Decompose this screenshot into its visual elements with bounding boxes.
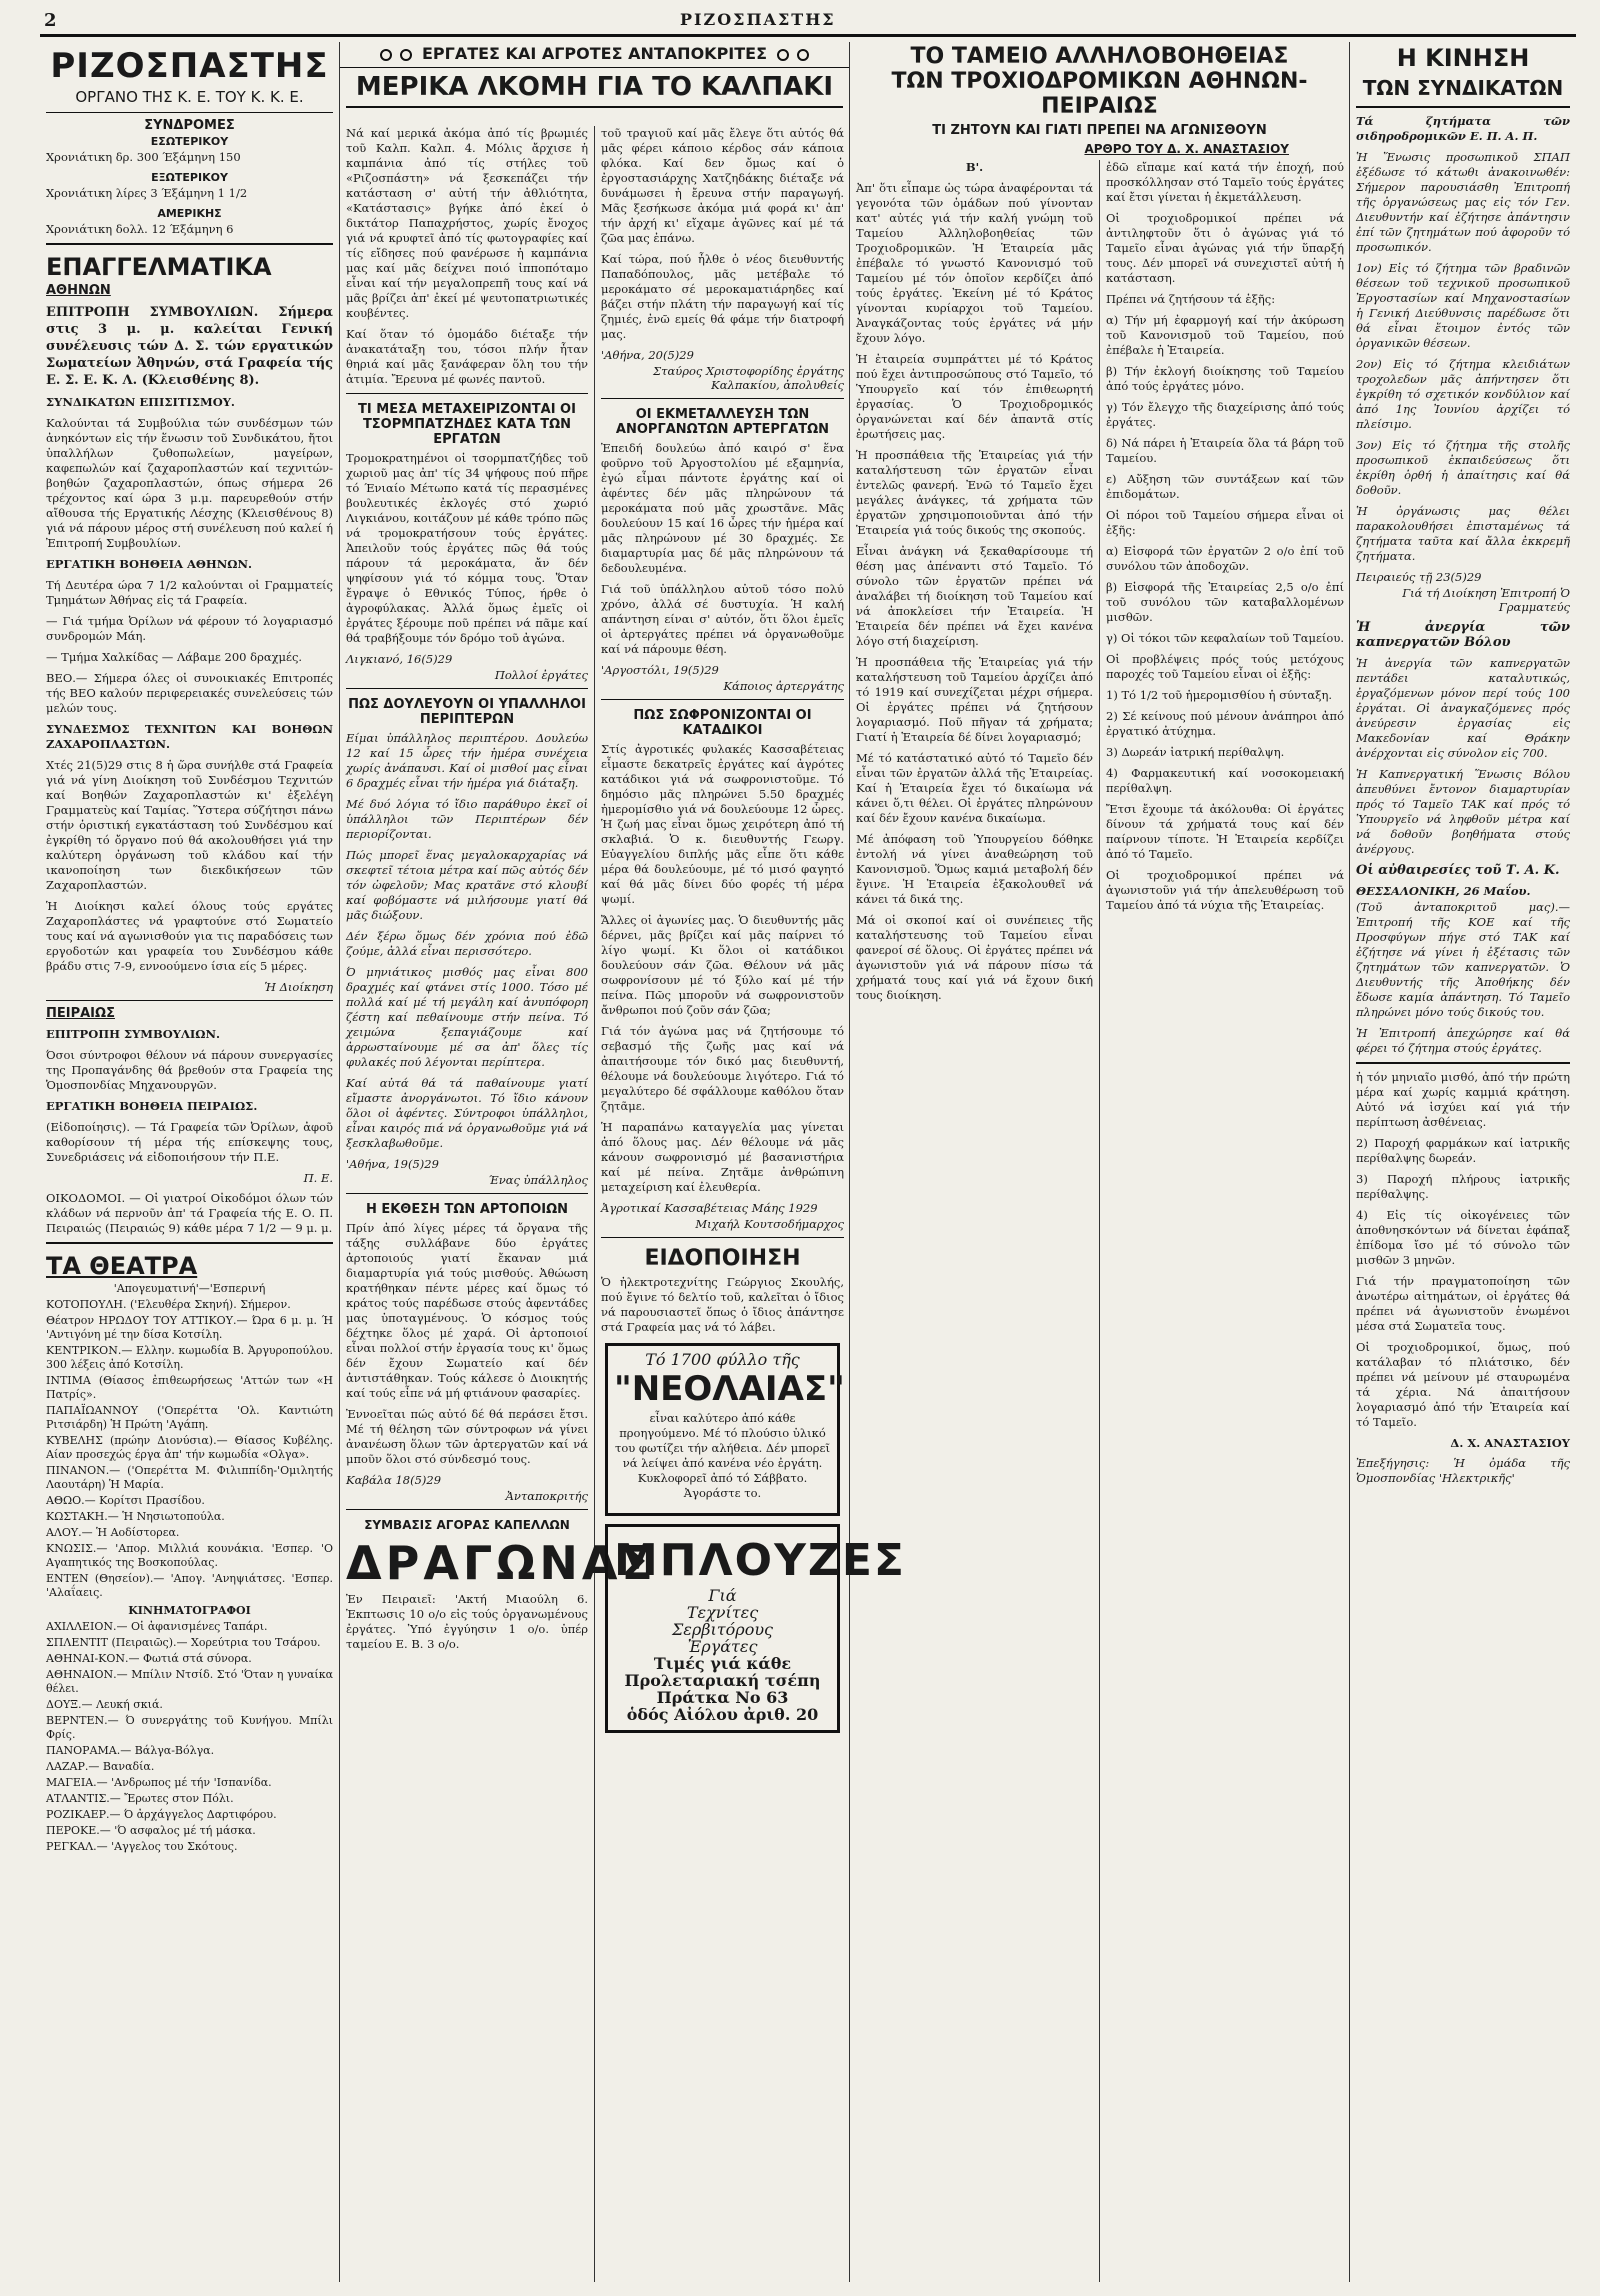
article-text: ἡ τόν μηνιαῖο μισθό, ἀπό τήν πρώτη μέρα καί χωρίς καμμιά κράτηση. Αὐτό νά ἰσχύει καί γιά τήν περίπτωση ἀσθένειας. xyxy=(1356,1070,1570,1129)
signature: Σταύρος Χριστοφορίδης ἐργάτης Καλπακίου, ἀπολυθείς xyxy=(652,364,844,392)
theatre-list xyxy=(46,1298,333,1600)
theatre-item: ΚΝΩΣΙΣ.— 'Απορ. Μιλλιά κουνάκια. 'Εσπερ. 'Ο Αγαπητικός της Βοσκοπούλας. xyxy=(46,1542,333,1569)
article-text: Μέ ἀπόφαση τοῦ Ὑπουργείου δόθηκε ἐντολή νά γίνει ἀναθεώρηση τοῦ Κανονισμοῦ. Ὅμως καμιά μεταβολή δέν ἔγινε. Ἡ Ἑταιρεία ἐξακολουθεῖ νά κάνει τά δικά της. xyxy=(856,832,1093,906)
ad-neolaia xyxy=(605,1343,845,1516)
article-text: Ἡ Ἐπιτροπή ἀπεχώρησε καί θά φέρει τό ζήτημα στούς ἐργάτες. xyxy=(1356,1026,1570,1055)
cinema-item: ΑΤΛΑΝΤΙΣ.— Ἔρωτες στον Πόλι. xyxy=(46,1792,234,1805)
divider xyxy=(46,1242,333,1244)
article-text: Τρομοκρατημένοι οἱ τσορμπατζήδες τοῦ χωριοῦ μας ἀπ' τίς 34 ψήφους πού πῆρε τό Ένιαίο Μέτωπο κατά τίς περασμένες βουλευτικές ἐκλογές στό χωριό Λιγκιάνου, κοιτάζουν μέ κάθε τρόπο πῶς νά τρομοκρατήσουν τούς ἐργάτες. Ἀπειλοῦν τούς ἐργάτες πῶς θά τούς πάρουν τά μεροκάματα, ἄν δέν ψηφίσουν γιά τό κόμμα τους. Ὅταν ἔγραψε ὁ Εθνικός Τύπος, ήρθε ὁ ἀγροφύλακας. Ἀλλά ὅμως ἐμεῖς οἱ ἐργάτες ξέρουμε ποῦ πρέπει νά πᾶμε καί θά τραβήξουμε τόν δρόμο τοῦ ἀγώνα. xyxy=(346,451,588,645)
article-text: 3) Παροχή πλήρους ἰατρικῆς περίθαλψης. xyxy=(1356,1172,1570,1201)
notice-text: — Τμήμα Χαλκίδας — Λάβαμε 200 δραχμές. xyxy=(46,650,303,664)
cinema-item: ΠΑΝΟΡΑΜΑ.— Βάλγα-Βόλγα. xyxy=(46,1744,215,1757)
article-text: 2) Παροχή φαρμάκων καί ἰατρικῆς περίθαλψης δωρεάν. xyxy=(1356,1136,1570,1165)
article-headline: ΤΩΝ ΤΡΟΧΙΟΔΡΟΜΙΚΩΝ ΑΘΗΝΩΝ-ΠΕΙΡΑΙΩΣ xyxy=(891,69,1308,119)
top-bar xyxy=(40,8,1576,37)
column-1 xyxy=(40,42,340,2282)
notice-text: (Εἰδοποίησις). — Τά Γραφεία τῶν Ὀρίλων, ἀφοῦ καθορίσουν τή μέρα τής επίσκεψης τους, Συνεδριάσεις νά εἰδοποιήσουν τήν Π.Ε. xyxy=(46,1120,333,1164)
notice-text: Τή Δευτέρα ώρα 7 1/2 καλούνται οἱ Γραμματείς Τμημάτων Ἀθήνας εἰς τά Γραφεία. xyxy=(46,578,333,607)
dateline: Ἀγροτικαί Κασσαβέτειας Μάης 1929 xyxy=(601,1201,818,1215)
article-text: Οἱ τροχιοδρομικοί, ὅμως, πού κατάλαβαν τό πλιάτσικο, δέν πρέπει νά μείνουν μέ σταυρωμένα τά χέρια. Νά ἀπαιτήσουν λογαριασμό ἀπό τήν Ἑταιρεία καί τό Ταμεῖο. xyxy=(1356,1340,1570,1429)
article-text: 3ον) Εἰς τό ζήτημα τῆς στολῆς προσωπικοῦ ἐκπαιδεύσεως ὅτι ἐκρίθη ὁρθή ἡ ἀπαίτησις καί θά δοθοῦν. xyxy=(1356,438,1570,497)
article-text: Πώς μπορεῖ ἕνας μεγαλοκαρχαρίας νά σκεφτεῖ τέτοια μέτρα καί πῶς αὐτός δέν τόν ὠφελοῦν; Μας κρατᾶνε στό κλουβί καί φοβόμαστε νά μιλήσουμε γιατί θά μᾶς διώξουν. xyxy=(346,848,588,922)
article-intro: Τά ζητήματα τῶν σιδηροδρομικῶν Ε. Π. Α. Π. xyxy=(1356,114,1570,143)
article-text: Καί αὐτά θά τά παθαίνουμε γιατί εἴμαστε ἀνοργάνωτοι. Τό ἴδιο κάνουν ὅλοι οἱ ἀφέντες. Σύντροφοι ὑπάλληλοι, εἶναι καιρός πιά νά ὀργανωθοῦμε γιά νά ξεσκλαβωθοῦμε. xyxy=(346,1076,588,1150)
article-text: Μά οἱ σκοποί καί οἱ συνέπειες τῆς καταλήστευσης τοῦ Ταμείου εἶναι φανεροί σέ ὅλους. Οἱ ἐργάτες πρέπει νά ἀγωνιστοῦν γιά νά πάρουν πίσω τά χρήματά τους καί γιά νά ἔχουν δική τους διοίκηση. xyxy=(856,913,1093,1002)
theatre-item: ΠΙΝΑΝΟΝ.— ('Οπερέττα Μ. Φιλιππίδη-'Ομιλητής Λαουτάρη) Ἡ Μαρία. xyxy=(46,1464,333,1491)
section-subtitle: ΑΘΗΝΩΝ xyxy=(46,283,111,298)
article-subheadline: ΤΙ ΖΗΤΟΥΝ ΚΑΙ ΓΙΑΤΙ ΠΡΕΠΕΙ ΝΑ ΑΓΩΝΙΣΘΟΥΝ xyxy=(932,123,1267,138)
divider xyxy=(601,699,844,700)
article-text: Ἄλλες οἱ ἀγωνίες μας. Ὁ διευθυντής μᾶς δέρνει, μᾶς βρίζει καί μᾶς παίρνει τό λίγο ψωμί. Κι ὅλοι οἱ κατάδικοι δουλεύουν σάν ζῶα. Θέλουν νά μᾶς σωφρονίσουν μέ τό ξύλο καί μέ τήν πείνα. Πῶς μποροῦν νά σωφρονιστοῦν ἄνθρωποι πού ζοῦν σάν ζῶα; xyxy=(601,913,844,1017)
divider xyxy=(46,243,333,245)
dateline: Πειραιεύς τῇ 23(5)29 xyxy=(1356,570,1482,584)
article-text: Οἱ προβλέψεις πρός τούς μετόχους παροχές τοῦ Ταμείου εἶναι οἱ ἑξῆς: xyxy=(1106,652,1344,681)
theatre-item: ΕΝΤΕΝ (Θησείον).— 'Απογ. 'Ανηψιάτσες. 'Εσπερ. 'Αλαΐαεις. xyxy=(46,1572,333,1599)
signature: Π. Ε. xyxy=(303,1171,333,1185)
cinema-item: ΜΑΓΕΙΑ.— 'Ανδρωπος μέ τήν 'Ισπανίδα. xyxy=(46,1776,272,1789)
article-text: 4) Φαρμακευτική καί νοσοκομειακή περίθαλψη. xyxy=(1106,766,1344,795)
article-headline: ΜΕΡΙΚΑ ΛΚΟΜΗ ΓΙΑ ΤΟ ΚΑΛΠΑΚΙ xyxy=(346,72,843,108)
article-text: (Τοῦ ἀνταποκριτοῦ μας).— Ἐπιτροπή τῆς ΚΟΕ καί τῆς Προσφύγων πήγε στό ΤΑΚ καί ἐζήτησε νά γίνει ἡ ἐξέτασις τῶν ζητημάτων τῶν καπνεργατῶν. Ὁ Διευθυντής τῆς Ἀποθήκης δέν ἔδωσε καμία ἀπάντηση. Τό Ταμεῖο πληρώνει μόνο τούς δικούς του. xyxy=(1356,900,1570,1019)
article-author: ΑΡΘΡΟ ΤΟΥ Δ. Χ. ΑΝΑΣΤΑΣΙΟΥ xyxy=(1084,142,1289,156)
dateline: Λιγκιανό, 16(5)29 xyxy=(346,652,453,666)
cinema-item: ΒΕΡΝΤΕΝ.— Ό συνεργάτης τοῦ Κυνήγου. Μπίλι Φρίς. xyxy=(46,1714,333,1741)
article-text: Είμαι ὑπάλληλος περιπτέρου. Δουλεύω 12 καί 15 ὧρες τήν ἡμέρα συνέχεια χωρίς ἀνάπαυσι. Καί οἱ μισθοί μας εἶναι 6 δραχμές εἶναι τήν ἡμέρα γιά διάταξη. xyxy=(346,731,588,790)
article-text: Δέν ξέρω ὅμως δέν χρόνια πού ἐδῶ ζούμε, ἀλλά εἶναι περισσότερο. xyxy=(346,929,588,958)
ad-line: Ἐργάτες xyxy=(687,1637,758,1656)
running-masthead: ΡΙΖΟΣΠΑΣΤΗΣ xyxy=(680,10,836,29)
notice-text: Ὁ ἠλεκτροτεχνίτης Γεώργιος Σκουλής, πού ἔγινε τό δελτίο τοῦ, καλεῖται ὁ ἴδιος νά παρουσιαστεῖ ὅπως ὁ ἴδιος ἀπάντησε στά Γραφεία μας νά τό λάβει. xyxy=(601,1275,844,1334)
ad-line: Τό 1700 φύλλο τῆς xyxy=(645,1350,800,1369)
col3-left xyxy=(850,160,1100,2282)
article-text: Καί τώρα, πού ἦλθε ὁ νέος διευθυντής Παπαδόπουλος, μᾶς μετέβαλε τό μεροκάματο σέ μεροκαματιάρηδες καί βάζει στήν πλάτη τήν παραγωγή καί τίς ζημιές, ἐνῶ εμείς θά φάμε τήν διατροφή μας. xyxy=(601,252,844,341)
article-text: γ) Οἱ τόκοι τῶν κεφαλαίων τοῦ Ταμείου. xyxy=(1106,631,1344,645)
notice-heading: ΕΠΙΤΡΟΠΗ ΣΥΜΒΟΥΛΙΩΝ. xyxy=(46,1027,221,1041)
ad-line: Τιμές γιά κάθε xyxy=(653,1654,792,1673)
subs-line: Χρονιάτικη δρ. 300 Έξάμηνη 150 xyxy=(46,150,241,164)
cinema-item: ΣΠΛΕΝΤΙΤ (Πειραιῶς).— Χορεύτρια του Τσάρου. xyxy=(46,1636,321,1649)
article-text: Ἡ ἐταιρεία συμπράττει μέ τό Κράτος πού ἔχει ἀντιπροσώπους στό Ταμεῖο, τό Ὑπουργεῖο καί τόν ἐπιθεωρητή ἐργασίας. Ὁ Τροχιοδρομικός ὀργανώνεται καί δέν ἀπαντᾶ στίς ἐρωτήσεις μας. xyxy=(856,352,1093,441)
notice-heading: ΣΥΝΔΕΣΜΟΣ ΤΕΧΝΙΤΩΝ ΚΑΙ ΒΟΗΘΩΝ ΖΑΧΑΡΟΠΛΑΣΤΩΝ. xyxy=(46,722,333,751)
article-text: Ἀπ' ὅτι εἶπαμε ὡς τώρα ἀναφέρονται τά γεγονότα τῶν ὁμάδων πού γίνονταν κατ' αὐτές γιά τήν καλή γνώμη τοῦ Ταμείου Ἀλληλοβοηθείας τῶν Τροχιοδρομικῶν. Ἡ Ἑταιρεία μᾶς ἐπέβαλε τό γνωστό Κανονισμό τοῦ Ταμείου μέ τόν ὁποῖον κερδίζει ἀπό τούς ἐργάτες. Ἐκείνη μέ τό Κράτος γίνονται κυρίαρχοι τοῦ Ταμείου. Ἀναγκάζοντας τούς ἐργάτες νά μήν ἔχουν λόγο. xyxy=(856,181,1093,345)
notice-text: ΕΠΙΤΡΟΠΗ ΣΥΜΒΟΥΛΙΩΝ. Σήμερα στις 3 μ. μ. καλείται Γενική συνέλευσις τών Δ. Σ. τών εργατικών Σωματείων Ἀθηνών, στά Γραφεία τής Ε. Σ. Ε. Κ. Λ. (Κλεισθένης 8). xyxy=(46,305,333,388)
ad-title: "ΝΕΟΛΑΙΑΣ" xyxy=(614,1369,845,1409)
column-3 xyxy=(850,42,1350,2282)
article-text: α) Τήν μή ἐφαρμογή καί τήν ἀκύρωση τοῦ Κανονισμοῦ τοῦ Ταμείου, πού ἐπέβαλε ἡ Ἑταιρεία. xyxy=(1106,313,1344,357)
notice-text: Ἡ Διοίκησι καλεί όλους τούς εργάτες Ζαχαροπλάστες νά γραφτούνε στό Σωματείο τους καί νά αγωνισθούν για τις παραδόσεις των εργοδοτών και γραφεία του Συνδέσμου κάθε βράδυ στις 7-9, εννοούμενο ίσια είς 5 μέρες. xyxy=(46,899,333,973)
divider xyxy=(601,1237,844,1238)
article-text: 4) Εἰς τίς οἰκογένειες τῶν ἀποθνησκόντων νά δίνεται ἐφάπαξ ἐπίδομα ἴσο μέ τό σύνολο τῶν μισθῶν 3 μηνῶν. xyxy=(1356,1208,1570,1267)
theatre-item: ΑΛΟΥ.— Ἡ Αοδίστορεα. xyxy=(46,1526,180,1539)
article-text: Νά καί μερικά ἀκόμα ἀπό τίς βρωμιές τοῦ Καλπ. Καλπ. 4. Μόλις ἄρχισε ἡ καμπάνια ἀπό τίς στήλες τοῦ «Ριζοσπάστη» νά ξεσκεπάζει τήν κατάσταση σ' αὐτή τήν ἀθλιότητα, «Κατάστασις» βγήκε ἀπό ἐκεί ὁ δικτάτορ Παπαχρήστος, χωρίς ἔνοχος γιά νά κρυφτεῖ ἀπό τίς φωτογραφίες καί τίς εἴδησες πού φανέρωσε ἡ καμπάνια μας καί μᾶς δείχνει ποιό ἱπποπόταμο εἶναι καί τήν μεγαλοπρεπῆ τους καί νά μᾶς βρίζει ἀπ' ἐκεί μέ ψευτοπατριωτικές κουβέντες. xyxy=(346,126,588,320)
ad-brand: ΔΡΑΓΩΝΑΣ xyxy=(346,1536,657,1590)
theatre-item: ΠΑΠΑΪΩΑΝΝΟΥ ('Οπερέττα 'Ολ. Καντιώτη Ριτσιάρδη) Ἡ Πρώτη 'Αγάπη. xyxy=(46,1404,333,1431)
article-text: Ἡ Ἕνωσις προσωπικοῦ ΣΠΑΠ ἐξέδωσε τό κάτωθι ἀνακοινωθέν: Σήμερον παρουσιάσθη Ἐπιτροπή τῆς ὀργανώσεως μας εἰς τόν Γεν. Διευθυντήν καί ἐζήτησε ἀπάντησιν ἐπί τῶν ζητημάτων πού ἀφοροῦν τό προσωπικόν. xyxy=(1356,150,1570,254)
article-text: Οἱ πόροι τοῦ Ταμείου σήμερα εἶναι οἱ ἑξῆς: xyxy=(1106,508,1344,537)
article-text: Μέ δυό λόγια τό ἴδιο παράθυρο ἐκεῖ οἱ ὑπάλληλοι τῶν Περιπτέρων δέν περιορίζονται. xyxy=(346,797,588,841)
cinema-item: ΛΑΖΑΡ.— Βαναδία. xyxy=(46,1760,155,1773)
article-headline: ΤΟ ΤΑΜΕΙΟ ΑΛΛΗΛΟΒΟΗΘΕΙΑΣ xyxy=(910,44,1289,69)
signature: Γιά τή Διοίκηση Ἐπιτροπή Ὁ Γραμματεύς xyxy=(1402,586,1570,614)
article-text: Ἡ παραπάνω καταγγελία μας γίνεται ἀπό ὅλους μας. Δέν θέλουμε νά μᾶς κάνουν σωφρονισμό μέ βασανιστήρια καί μέ πείνα. Ζητᾶμε ἀνθρώπινη μεταχείριση καί ἐλευθερία. xyxy=(601,1120,844,1194)
article-text: Μέ τό κατάστατικό αὐτό τό Ταμεῖο δέν εἶναι τῶν ἐργατῶν ἀλλά τῆς Ἑταιρείας. Καί ἡ Ἑταιρεία ἔχει τό δικαίωμα νά κάνει ὅ,τι θέλει. Οἱ ἐργάτες πληρώνουν καί δέν ἔχουν κανένα δικαίωμα. xyxy=(856,751,1093,825)
article-text: τοῦ τραγιοῦ καί μᾶς ἔλεγε ὅτι αὐτός θά μᾶς φέρει κάποιο κέρδος σάν κάποια φλόκα. Καί δεν ὄμως καί ὁ ἐργοστασιάρχης Χατζηδάκης διέταξε νά δυνάμωσει ἡ ἔρευνα στήν παραγωγή. Μᾶς ξεσήκωσε ἀκόμα μιά φορά κι' ἀπ' τήν ἀρχή κι' εἴχαμε ἀγῶνες καί μέ τά ζῶα μας ἐπάνω. xyxy=(601,126,844,245)
article-text: Ἔτσι ἔχουμε τά ἀκόλουθα: Οἱ ἐργάτες δίνουν τά χρήματά τους καί δέν παίρνουν τίποτε. Ἡ Ἑταιρεία κερδίζει ἀπό τό Ταμεῖο. xyxy=(1106,802,1344,861)
article-text: Στίς ἀγροτικές φυλακές Κασσαβέτειας εἶμαστε δεκατρεῖς ἐργάτες καί ἀγρότες κατάδικοι γιά νά σωφρονιστοῦμε. Τό δημόσιο μᾶς πληρώνει 5.50 δραχμές ἡμερομίσθιο γιά νά δουλεύουμε 12 ὧρες. Ἡ ζωή μας εἶναι ὅμως χειρότερη ἀπό τή σκλαβιά. Ὁ κ. διευθυντής Γεωργ. Εὐαγγελίου διπλής μᾶς εἶπε ὅτι κάθε μέρα θά δουλεύουμε, μέ τό μισό φαγητό καί θά μᾶς δίνει δύο φορές τή μέρα ψωμί. xyxy=(601,742,844,906)
ad-text: Ἐν Πειραιεῖ: 'Ακτή Μιαούλη 6. Ἐκπτωσις 10 ο/ο εἰς τούς ὀργανωμένους ἐργάτες. Ὑπό ἐγγύησιν 1 ο/ο. ὑπέρ ταμείου Ε. Β. 3 ο/ο. xyxy=(346,1592,588,1651)
divider xyxy=(46,112,333,113)
article-text: Ἡ ὀργάνωσις μας θέλει παρακολουθήσει ἐπισταμένως τά ζητήματα ταῦτα καί ἄλλα ἐκκρεμῆ ζητήματα. xyxy=(1356,504,1570,563)
divider xyxy=(346,1193,588,1194)
article-headline: ΠΩΣ ΣΩΦΡΟΝΙΖΟΝΤΑΙ ΟΙ ΚΑΤΑΔΙΚΟΙ xyxy=(633,708,812,738)
article-text: Ἐπειδή δουλεύω ἀπό καιρό σ' ἕνα φοῦρνο τοῦ Ἀργοστολίου μέ εξαμηνία, ἐγώ εἶμαι πάντοτε ἐργάτης καί οἱ ἀφέντες δέν μᾶς πληρώνουν τά μεροκάματα πού μᾶς χρωστᾶνε. Μᾶς δουλεύουν 15 καί 16 ὧρες τήν ἡμέρα καί μᾶς πληρώνουν μέ 30 δραχμές. Σε διαμαρτυρία μας δέ μᾶς πληρώνουν τά δεδουλευμένα. xyxy=(601,441,844,575)
signature: Πολλοί ἐργάτες xyxy=(494,668,588,682)
divider xyxy=(346,688,588,689)
article-text: Γιά τόν ἀγώνα μας νά ζητήσουμε τό σεβασμό τῆς ζωῆς μας καί νά ἀπαιτήσουμε τόν δικό μας διευθυντή, θέλουμε νά δουλεύουμε λιγότερο. Γιά τό μεγαλύτερο δέ σφάλλουμε καθόλου ὅταν ζητᾶμε. xyxy=(601,1024,844,1113)
theatre-item: Θέατρον ΗΡΩΔΟΥ ΤΟΥ ΑΤΤΙΚΟΥ.— Ώρα 6 μ. μ. Ή 'Αντιγόνη μέ την δίσα Κοτσίλη. xyxy=(46,1314,333,1341)
theatre-item: ΚΥΒΕΛΗΣ (πρώην Διονύσια).— Θίασος Κυβέλης. Αίαν προσεχώς έργα ἀπ' τήν κωμωδία «Ολγα». xyxy=(46,1434,333,1461)
subs-exterior: ΕΞΩΤΕΡΙΚΟΥ xyxy=(151,171,228,184)
ornament-icon xyxy=(777,49,789,61)
newspaper-page xyxy=(40,8,1576,2288)
subs-line: Χρονιάτικη δολλ. 12 Έξάμηνη 6 xyxy=(46,222,234,236)
article-text: 3) Δωρεάν ἰατρική περίθαλψη. xyxy=(1106,745,1285,759)
cinema-item: ΡΕΓΚΑΛ.— 'Αγγελος του Σκότους. xyxy=(46,1840,238,1853)
article-text: Πρίν ἀπό λίγες μέρες τά ὄργανα τῆς τάξης συλλάβανε δύο ἐργάτες ἀρτοποιούς γιατί ἔκαναν μιά διαμαρτυρία γιά τούς μισθούς. Ἀθώωση κρατήθηκαν πέντε μέρες καί ὅμως τό κράτος τούς παρέδωσε στούς ἀφεντάδες μας ὑποταγμένους. Ὁ κόσμος τούς δέχτηκε ὅλος μέ χαρά. Οἱ ἀρτοποιοί εἶναι πολλοί στήν ἐργασία τους κι' ὅμως δέν ἔχουν Σωματείο καί δέν ἀντιστάθηκαν. Τούς κάλεσε ὁ Διοικητής καί τούς εἶπε νά μή φτιάνουν φασαρίες. xyxy=(346,1221,588,1400)
ad-title: ΜΠΛΟΥΖΕΣ xyxy=(614,1535,906,1586)
article-text: Οἱ τροχιοδρομικοί πρέπει νά ἀγωνιστοῦν γιά τήν ἀπελευθέρωση τοῦ Ταμείου ἀπό τά νύχια τῆς Ἑταιρείας. xyxy=(1106,868,1344,912)
col2-right xyxy=(595,126,906,2282)
article-text: Γιά τήν πραγματοποίηση τῶν ἀνωτέρω αἰτημάτων, οἱ ἐργάτες θά πρέπει νά ἀγωνιστοῦν ἑνωμένοι μέσα στά Σωματεῖα τους. xyxy=(1356,1274,1570,1333)
signature: Ένας ὑπάλληλος xyxy=(488,1173,588,1187)
article-text: 1ον) Εἰς τό ζήτημα τῶν βραδινῶν θέσεων τοῦ τεχνικοῦ προσωπικοῦ Ἐργοστασίων καί Μηχανοστασίων ἡ Γενική Διεύθυνσις παρέδωσε ὅτι θά εἶναι ἕτοιμον ἐντός τῶν ὀργανικῶν θέσεων. xyxy=(1356,261,1570,350)
notice-text: — Γιά τμήμα Ὀρίλων νά φέρουν τό λογαριασμό συνδρομών Μάη. xyxy=(46,614,333,643)
notice-text: ΒΕΟ.— Σήμερα όλες οἱ συνοικιακές Επιτροπές τής ΒΕΟ καλούν περιφερειακές συνελεύσεις τών μελών τους. xyxy=(46,671,333,715)
ad-line: Τεχνίτες xyxy=(686,1603,759,1622)
article-headline: ΤΩΝ ΣΥΝΔΙΚΑΤΩΝ xyxy=(1356,74,1570,108)
article-text: β) Εἰσφορά τῆς Ἑταιρείας 2,5 ο/ο ἐπί τοῦ συνόλου τῶν καταβαλλομένων μισθῶν. xyxy=(1106,580,1344,624)
article-text: β) Τήν ἐκλογή διοίκησης τοῦ Ταμείου ἀπό τούς ἐργάτες μόνο. xyxy=(1106,364,1344,393)
theatre-title: ΤΑ ΘΕΑΤΡΑ xyxy=(46,1252,198,1280)
article-text: Ό μηνιάτικος μισθός μας εἶναι 800 δραχμές καί φτάνει στίς 1000. Τόσο μέ πολλά καί μέ τή μεγάλη καί ἀνυπόφορη ζέστη καί πεθαίνουμε στήν πείνα. Τό χειμώνα ξεπαγιάζουμε καί ἀρρωσταίνουμε μέ σα ἀπ' ὅλες τίς φυλακές πού λέγονται περίπτερα. xyxy=(346,965,588,1069)
column-2 xyxy=(340,42,906,2282)
divider xyxy=(1356,1062,1570,1064)
signature: Ἡ Διοίκηση xyxy=(264,980,333,994)
article-text: Πρέπει νά ζητήσουν τά ἑξῆς: xyxy=(1106,292,1276,306)
notice-heading: ΕΡΓΑΤΙΚΗ ΒΟΗΘΕΙΑ ΑΘΗΝΩΝ. xyxy=(46,557,253,571)
article-text: Ἐπεξήγησις: Ἡ ὀμάδα τῆς Ὁμοσπονδίας 'Ηλεκτρικῆς' xyxy=(1356,1456,1570,1485)
dateline: 'Αργοστόλι, 19(5)29 xyxy=(601,663,719,677)
theatre-intro: 'Απογευματινή'—'Εσπερινή xyxy=(113,1282,266,1295)
article-subheadline: Ἡ ἀνεργία τῶν καπνεργατῶν Βόλου xyxy=(1356,620,1570,650)
signature: Ἀνταποκριτής xyxy=(505,1489,588,1503)
cinema-item: ΑΧΙΛΛΕΙΟΝ.— Οἱ ἀφανισμένες Ταπάρι. xyxy=(46,1620,268,1633)
section-subtitle: ΠΕΙΡΑΙΩΣ xyxy=(46,1006,115,1021)
notice-text: Καλούνται τά Συμβούλια τών συνδέσμων τών ἀνηκόντων εἰς τήν ἕνωσιν τοῦ Συνδικάτου, ἤτοι ὑπαλλήλων ζυθοπωλείων, μαγείρων, καφεπωλών καί ζαχαροπλαστών καί τεχνιτών-βοηθών ζαχαροπλαστών, όπως σήμερα 26 τρέχοντος καί ώρα 3 μ.μ. παρευρεθούν στήν αἴθουσα τής Εργατικής Λέσχης (Κλεισθένους 8) γιά νά πάρουν μέρος στή συνέλευση πού καλεί ή Ἐπιτροπή Συμβουλίων. xyxy=(46,416,333,550)
ad-line: Γιά xyxy=(708,1586,737,1605)
article-text: Ἡ προσπάθεια τῆς Ἑταιρείας γιά τήν καταλήστευση τοῦ Ταμείου ἀρχίζει ἀπό τό 1919 καί συνεχίζεται μέχρι σήμερα. Οἱ ἐργάτες πρέπει νά ζητήσουν λογαριασμό. Ποῦ πῆγαν τά χρήματα; Γιατί ἡ Ἑταιρεία δέ δίνει λογαριασμό; xyxy=(856,655,1093,744)
article-headline: Η ΚΙΝΗΣΗ xyxy=(1396,44,1530,72)
cinema-item: ΑΘΗΝΑΙ-ΚΟΝ.— Φωτιά στά σύνορα. xyxy=(46,1652,252,1665)
theatre-item: ΙΝΤΙΜΑ (Θίασος ἐπιθεωρήσεως 'Αττών των «Η Πατρίς». xyxy=(46,1374,333,1401)
notice-heading: ΕΡΓΑΤΙΚΗ ΒΟΗΘΕΙΑ ΠΕΙΡΑΙΩΣ. xyxy=(46,1099,258,1113)
subs-america: ΑΜΕΡΙΚΗΣ xyxy=(157,207,222,220)
subs-title: ΣΥΝΔΡΟΜΕΣ xyxy=(144,118,235,133)
subs-interior: ΕΣΩΤΕΡΙΚΟΥ xyxy=(150,135,229,148)
section-label: Β'. xyxy=(965,160,984,174)
article-text: 1) Τό 1/2 τοῦ ἡμερομισθίου ἡ σύνταξη. xyxy=(1106,688,1333,702)
article-headline: ΠΩΣ ΔΟΥΛΕΥΟΥΝ ΟΙ ΥΠΑΛΛΗΛΟΙ ΠΕΡΙΠΤΕΡΩΝ xyxy=(348,697,586,727)
theatre-item: ΚΩΣΤΑΚΗ.— Ἡ Νησιωτοπούλα. xyxy=(46,1510,225,1523)
article-subheadline: Οἱ αὐθαιρεσίες τοῦ Τ. Α. Κ. xyxy=(1356,863,1560,878)
article-text: Ἡ ἀνεργία τῶν καπνεργατῶν πεντάδει καταλυτικώς, ἐργαζόμενων μόνον περί τούς 100 ἐργάται. Οἱ ἀναγκαζόμενες πρός ἀνεύρεσιν ἐργασίας εἰς Μακεδονίαν καί Θράκην ἀνέρχονται εἰς σύνολον εἰς 700. xyxy=(1356,656,1570,760)
notice-title: ΕΙΔΟΠΟΙΗΣΗ xyxy=(644,1246,801,1271)
article-text: ε) Αὔξηση τῶν συντάξεων καί τῶν ἐπιδομάτων. xyxy=(1106,472,1344,501)
article-text: Ἐννοεῖται πώς αὐτό δέ θά περάσει ἔτσι. Μέ τή θέληση τῶν σύντροφων νά γίνει ἀνανέωση ὅλων τῶν ἀρτεργατῶν καί νά μποῦν ὅλοι στό σύνδεσμό τους. xyxy=(346,1407,588,1466)
ad-blouzes xyxy=(605,1524,906,1733)
signature: Κάποιος ἀρτεργάτης xyxy=(723,679,844,693)
ad-text: εἶναι καλύτερο ἀπό κάθε προηγούμενο. Μέ τό πλούσιο ὑλικό του φωτίζει τήν αλήθεια. Δέν μπορεῖ νά λείψει ἀπό κανένα νέο ἐργάτη. Κυκλοφορεῖ ἀπό τό Σάββατο. Ἀγοράστε το. xyxy=(615,1411,830,1500)
theatre-item: ΚΕΝΤΡΙΚΟΝ.— Ελλην. κωμωδία Β. Ἀργυροπούλου. 300 λέξεις ἀπό Κοτσίλη. xyxy=(46,1344,333,1371)
theatre-item: ΑΘΩΟ.— Κορίτσι Πρασίδου. xyxy=(46,1494,205,1507)
section-title: ΕΠΑΓΓΕΛΜΑΤΙΚΑ xyxy=(46,253,272,281)
cinema-item: ΑΘΗΝΑΙΟΝ.— Μπίλιν Ντσίδ. Στό 'Όταν η γυναίκα θέλει. xyxy=(46,1668,333,1695)
article-text: α) Εἰσφορά τῶν ἐργατῶν 2 ο/ο ἐπί τοῦ συνόλου τῶν ἀποδοχῶν. xyxy=(1106,544,1344,573)
article-text: Καί ὅταν τό ὁμομάδο διέταξε τήν ἀνακατάταξη του, τόσοι πλήν ἦταν θηριά καί μᾶς ξανάφεραν ὅλη του τήν ἀτιμία. Ἔρευνα μέ φωνές παντοῦ. xyxy=(346,327,588,386)
article-text: 2ον) Εἰς τό ζήτημα κλειδιάτων τροχολεδων μᾶς ἀπήντησεν ὅτι ἐγκρίθη τό σχετικόν κονδύλιον καί ἀπό 1ης Ἰουνίου ἀρχίζει τό πλείσιμο. xyxy=(1356,357,1570,431)
cinema-item: ΡΟΖΙΚΑΕΡ.— Ό ἀρχάγγελος Δαρτιφόρου. xyxy=(46,1808,277,1821)
article-text: δ) Νά πάρει ἡ Ἑταιρεία ὅλα τά βάρη τοῦ Ταμείου. xyxy=(1106,436,1344,465)
divider xyxy=(601,398,844,399)
article-text: Ἡ Καπνεργατική Ἕνωσις Βόλου ἀπευθύνει ἔντονον διαμαρτυρίαν πρός τό Ταμεῖο ΤΑΚ καί πρός τό Ὑπουργεῖο νά ληφθοῦν μέτρα καί νά δοθοῦν βοηθήματα στούς ἀνέργους. xyxy=(1356,767,1570,856)
dateline: 'Αθήνα, 19(5)29 xyxy=(346,1157,439,1171)
divider xyxy=(346,393,588,394)
ornament-icon xyxy=(797,49,809,61)
signature: Δ. Χ. ΑΝΑΣΤΑΣΙΟΥ xyxy=(1450,1436,1570,1450)
notice-heading: ΣΥΝΔΙΚΑΤΩΝ ΕΠΙΣΙΤΙΣΜΟΥ. xyxy=(46,395,235,409)
article-text: ἐδῶ εἴπαμε καί κατά τήν ἐποχή, πού προσκόλλησαν στό Ταμεῖο τούς ἐργάτες καί ἔτσι γίνεται ἡ ἐκμετάλλευση. xyxy=(1106,160,1344,204)
article-text: γ) Τόν ἔλεγχο τῆς διαχείρισης ἀπό τούς ἐργάτες. xyxy=(1106,400,1344,429)
column-4 xyxy=(1350,42,1576,2282)
divider xyxy=(46,1000,333,1001)
ad-title: ΣΥΜΒΑΣΙΣ ΑΓΟΡΑΣ ΚΑΠΕΛΛΩΝ xyxy=(364,1518,570,1532)
dateline: 'Αθήνα, 20(5)29 xyxy=(601,348,694,362)
ornament-icon xyxy=(400,49,412,61)
ad-line: Πράτκα Νο 63 xyxy=(656,1688,789,1707)
ad-line: Προλεταριακή τσέπη xyxy=(624,1671,821,1690)
article-text: Ἡ προσπάθεια τῆς Ἑταιρείας γιά τήν καταλήστευση τῶν ἐργατῶν εἶναι ἐντελῶς φανερή. Ἐνῶ τό Ταμεῖο ἔχει μεγάλες ἀνάγκες, τά χρήματα τῶν ἐργατῶν χρησιμοποιοῦνται ἀπό τήν Ἑταιρεία γιά τούς δικούς της σκοπούς. xyxy=(856,448,1093,537)
signature: Μιχαήλ Κουτσοδήμαρχος xyxy=(695,1217,844,1231)
dateline: Καβάλα 18(5)29 xyxy=(346,1473,442,1487)
col3-right xyxy=(1100,160,1350,2282)
dateline: ΘΕΣΣΑΛΟΝΙΚΗ, 26 Μαΐου. xyxy=(1356,884,1531,898)
notice-text: Χτές 21(5)29 στις 8 ἡ ὥρα συνήλθε στά Γραφεία γιά νά γίνη Διοίκηση τοῦ Συνδέσμου Τεχνιτών καί Βοηθών Ζαχαροπλαστών κι' ἐξελέγη Γραμματεὺς καί Ταμίας. Ὕστερα σύζήτησι πάνω στήν ὁριστική εγκατάσταση τού Συνδέσμου καί ἐγκρίθη τό ὄργανο πού θά ακολουθήσει γιά την καλύτερη ὀργάνωση τοῦ κλάδου καί τήν ικανοποίηση των διεκδικήσεων τῶν Ζαχαροπλαστών. xyxy=(46,758,333,892)
notice-text: ΟΙΚΟΔΟΜΟΙ. — Οἱ γιατροί Οἰκοδόμοι όλων τών κλάδων νά περνοῦν ἀπ' τά Γραφεία τής Ε. Ο. Π. Πειραιώς (Πειραιώς 9) κάθε μέρα 7 1/2 — 9 μ. μ. xyxy=(46,1191,333,1235)
divider xyxy=(346,1509,588,1510)
subs-line: Χρονιάτικη λίρες 3 Έξάμηνη 1 1/2 xyxy=(46,186,248,200)
cinema-list xyxy=(46,1620,333,1854)
cinema-title: ΚΙΝΗΜΑΤΟΓΡΑΦΟΙ xyxy=(128,1604,251,1617)
ad-line: ὁδός Αἰόλου ἀριθ. 20 xyxy=(626,1705,819,1724)
article-text: Οἱ τροχιοδρομικοί πρέπει νά ἀντιληφτοῦν ὅτι ὁ ἀγώνας γιά τό Ταμεῖο εἶναι ἀγώνας γιά τήν ὕπαρξή τους. Δέν μπορεῖ νά συνεχιστεῖ αὐτή ἡ κατάσταση. xyxy=(1106,211,1344,285)
paper-title: ΡΙΖΟΣΠΑΣΤΗΣ xyxy=(50,46,329,86)
article-headline: ΟΙ ΕΚΜΕΤΑΛΛΕΥΣΗ ΤΩΝ ΑΝΟΡΓΑΝΩΤΩΝ ΑΡΤΕΡΓΑΤΩΝ xyxy=(615,407,830,437)
paper-organ: ΟΡΓΑΝΟ ΤΗΣ Κ. Ε. ΤΟΥ Κ. Κ. Ε. xyxy=(75,88,304,106)
cinema-item: ΔΟΥΞ.— Λευκή σκιά. xyxy=(46,1698,163,1711)
article-text: 2) Σέ κείνους πού μένουν ἀνάπηροι ἀπό ἐργατικό ἀτύχημα. xyxy=(1106,709,1344,738)
band-label: ΕΡΓΑΤΕΣ ΚΑΙ ΑΓΡΟΤΕΣ ΑΝΤΑΠΟΚΡΙΤΕΣ xyxy=(421,44,768,63)
notice-text: Όσοι σύντροφοι θέλουν νά πάρουν συνεργασίες της Προπαγάνδης θά βρεθούν στα Γραφεία της Ὁμοσπονδίας Μηχανουργῶν. xyxy=(46,1048,333,1092)
article-headline: Η ΕΚΘΕΣΗ ΤΩΝ ΑΡΤΟΠΟΙΩΝ xyxy=(365,1202,569,1217)
article-headline: ΤΙ ΜΕΣΑ ΜΕΤΑΧΕΙΡΙΖΟΝΤΑΙ ΟΙ ΤΣΟΡΜΠΑΤΖΗΔΕΣ ΚΑΤΑ ΤΩΝ ΕΡΓΑΤΩΝ xyxy=(358,402,576,447)
cinema-item: ΠΕΡΟΚΕ.— 'Ό ασφαλος μέ τή μάσκα. xyxy=(46,1824,256,1837)
theatre-item: ΚΟΤΟΠΟΥΛΗ. ('Ελευθέρα Σκηνή). Σήμερον. xyxy=(46,1298,291,1311)
ad-line: Σερβιτόρους xyxy=(671,1620,774,1639)
article-text: Εἶναι ἀνάγκη νά ξεκαθαρίσουμε τή θέση μας ἀπέναντι στό Ταμεῖο. Τό σύνολο τῶν ἐργατῶν πρέπει νά ἀναλάβει τή διοίκηση τοῦ Ταμείου καί νά ἀποκλείσει τήν Ἑταιρεία. Ἡ Ἑταιρεία δέν πρέπει νά ἔχει κανένα λόγο στή διαχείριση. xyxy=(856,544,1093,648)
ornament-icon xyxy=(380,49,392,61)
section-band xyxy=(340,42,849,68)
page-number: 2 xyxy=(44,10,57,31)
article-text: Γιά τοῦ ὑπάλληλου αὐτοῦ τόσο πολύ χρόνο, ἀλλά σέ δυστυχία. Ἡ καλή απάντηση είναι σ' αὐτόν, ὅτι ὅλοι ἐμεῖς οἱ ἀρτεργάτες πρέπει νά ὀργανωθοῦμε καί νά πάρουμε θέση. xyxy=(601,582,844,656)
